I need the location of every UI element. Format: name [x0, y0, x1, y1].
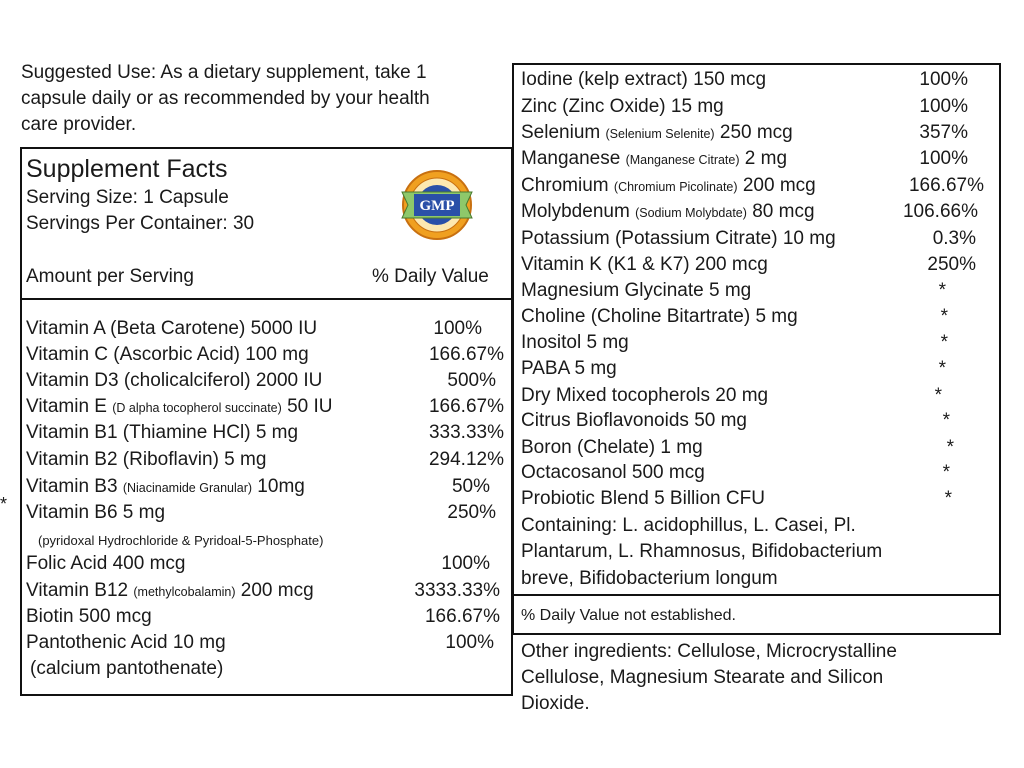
list-item: Inositol 5 mg — [521, 332, 629, 353]
list-item: Dry Mixed tocopherols 20 mg — [521, 385, 769, 406]
list-item: Probiotic Blend 5 Billion CFU — [521, 488, 765, 509]
facts-header-divider — [20, 298, 513, 300]
gmp-badge-icon — [398, 168, 476, 242]
gmp-badge-text: GMP — [419, 198, 455, 214]
servings-per-container: Servings Per Container: 30 — [26, 213, 255, 234]
daily-value-header: % Daily Value — [372, 266, 489, 287]
suggested-use-line2: capsule daily or as recommended by your health — [21, 88, 430, 109]
list-item-note: (pyridoxal Hydrochloride & Pyridoal-5-Phosphate) — [38, 533, 324, 548]
list-item-dv: * — [938, 280, 946, 301]
list-item: Vitamin A (Beta Carotene) 5000 IU — [26, 318, 318, 339]
list-item-dv: 100% — [919, 148, 968, 169]
list-item-dv: * — [940, 306, 948, 327]
list-item-dv: 50% — [451, 476, 490, 497]
list-item: Vitamin B6 5 mg — [26, 502, 166, 523]
list-item-dv: 500% — [447, 370, 496, 391]
list-item-dv: * — [942, 410, 950, 431]
other-ingredients-line3: Dioxide. — [521, 693, 590, 714]
list-item: Choline (Choline Bitartrate) 5 mg — [521, 306, 798, 327]
list-item: Molybdenum (Sodium Molybdate) 80 mcg — [521, 201, 815, 222]
amount-per-serving-header: Amount per Serving — [26, 266, 194, 287]
list-item: Manganese (Manganese Citrate) 2 mg — [521, 148, 788, 169]
list-item: Octacosanol 500 mcg — [521, 462, 705, 483]
list-item-dv: * — [938, 358, 946, 379]
list-item: Boron (Chelate) 1 mg — [521, 437, 703, 458]
list-item-dv: 166.67% — [428, 344, 504, 365]
list-item: Vitamin B2 (Riboflavin) 5 mg — [26, 449, 267, 470]
list-item: PABA 5 mg — [521, 358, 617, 379]
right-panel-divider — [512, 594, 1001, 596]
facts-title: Supplement Facts — [26, 155, 228, 183]
margin-asterisk: * — [0, 494, 8, 514]
list-item-note: (calcium pantothenate) — [30, 658, 224, 679]
list-item-dv: 100% — [433, 318, 482, 339]
list-item: Chromium (Chromium Picolinate) 200 mcg — [521, 175, 816, 196]
list-item-dv: 166.67% — [428, 396, 504, 417]
containing-line3: breve, Bifidobacterium longum — [521, 568, 778, 589]
serving-size: Serving Size: 1 Capsule — [26, 187, 229, 208]
list-item: Folic Acid 400 mcg — [26, 553, 186, 574]
list-item-dv: 100% — [919, 69, 968, 90]
list-item-dv: 0.3% — [932, 228, 976, 249]
list-item: Zinc (Zinc Oxide) 15 mg — [521, 96, 724, 117]
list-item: Iodine (kelp extract) 150 mcg — [521, 69, 767, 90]
list-item-dv: 250% — [927, 254, 976, 275]
list-item-dv: 100% — [919, 96, 968, 117]
list-item-dv: * — [946, 437, 954, 458]
list-item-dv: 166.67% — [908, 175, 984, 196]
other-ingredients-line2: Cellulose, Magnesium Stearate and Silicon — [521, 667, 884, 688]
list-item-dv: 100% — [445, 632, 494, 653]
list-item-dv: * — [942, 462, 950, 483]
dv-footnote: % Daily Value not established. — [521, 607, 736, 624]
list-item-dv: 3333.33% — [414, 580, 500, 601]
containing-line1: Containing: L. acidophillus, L. Casei, Pl. — [521, 515, 856, 536]
list-item-dv: 250% — [447, 502, 496, 523]
list-item-dv: * — [940, 332, 948, 353]
list-item: Citrus Bioflavonoids 50 mg — [521, 410, 747, 431]
suggested-use-line3: care provider. — [21, 114, 137, 135]
list-item: Pantothenic Acid 10 mg — [26, 632, 226, 653]
list-item: Potassium (Potassium Citrate) 10 mg — [521, 228, 836, 249]
list-item: Biotin 500 mcg — [26, 606, 152, 627]
list-item: Vitamin B12 (methylcobalamin) 200 mcg — [26, 580, 314, 601]
list-item: Vitamin B3 (Niacinamide Granular) 10mg — [26, 476, 305, 497]
other-ingredients-line1: Other ingredients: Cellulose, Microcrystalline — [521, 641, 897, 662]
list-item: Magnesium Glycinate 5 mg — [521, 280, 752, 301]
list-item: Vitamin B1 (Thiamine HCl) 5 mg — [26, 422, 299, 443]
list-item-dv: 333.33% — [428, 422, 504, 443]
list-item: Vitamin K (K1 & K7) 200 mcg — [521, 254, 768, 275]
suggested-use-line1: Suggested Use: As a dietary supplement, take 1 — [21, 62, 427, 83]
list-item-dv: 357% — [919, 122, 968, 143]
list-item: Selenium (Selenium Selenite) 250 mcg — [521, 122, 793, 143]
list-item: Vitamin C (Ascorbic Acid) 100 mg — [26, 344, 309, 365]
list-item-dv: * — [944, 488, 952, 509]
list-item-dv: 166.67% — [424, 606, 500, 627]
list-item: Vitamin E (D alpha tocopherol succinate) 50 IU — [26, 396, 333, 417]
list-item: Vitamin D3 (cholicalciferol) 2000 IU — [26, 370, 323, 391]
list-item-dv: 100% — [441, 553, 490, 574]
list-item-dv: 106.66% — [902, 201, 978, 222]
containing-line2: Plantarum, L. Rhamnosus, Bifidobacterium — [521, 541, 883, 562]
list-item-dv: 294.12% — [428, 449, 504, 470]
list-item-dv: * — [934, 385, 942, 406]
